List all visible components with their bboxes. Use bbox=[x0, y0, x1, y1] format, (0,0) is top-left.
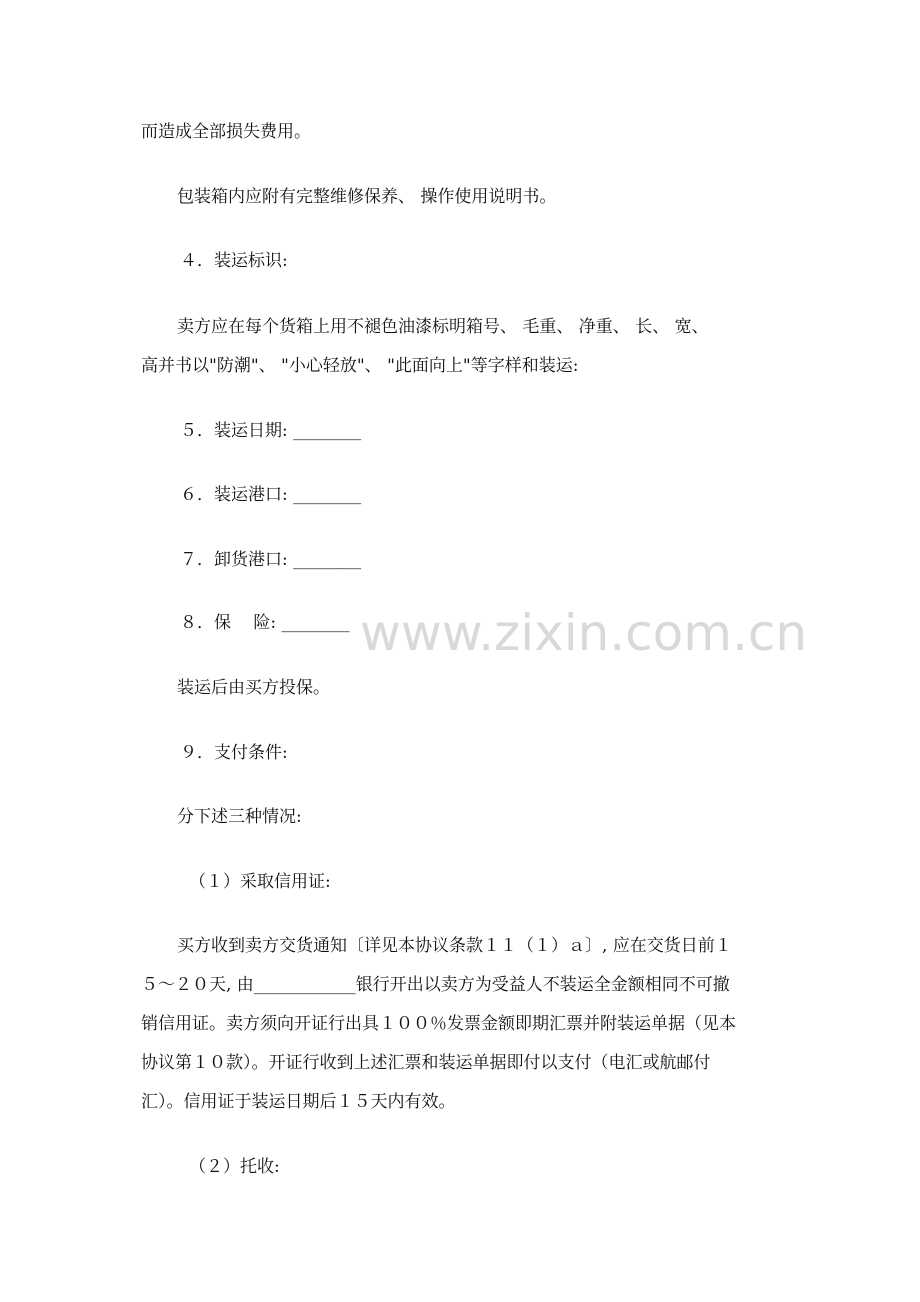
text-line: 包装箱内应附有完整维修保养、 操作使用说明书。 bbox=[177, 187, 557, 207]
field-discharge-port: ７．卸货港口: ________ bbox=[180, 550, 362, 570]
heading-payment-terms: ９．支付条件: bbox=[180, 743, 288, 763]
field-insurance: ８．保 险: ________ bbox=[180, 613, 350, 633]
text-line: 分下述三种情况: bbox=[177, 807, 302, 827]
text-line: 而造成全部损失费用。 bbox=[141, 122, 311, 142]
field-loading-port: ６．装运港口: ________ bbox=[180, 485, 362, 505]
text-line: ５～２０天, 由____________银行开出以卖方为受益人不装运全金额相同不可撤 bbox=[141, 975, 730, 995]
text-line: 买方收到卖方交货通知〔详见本协议条款１１（１）ａ〕, 应在交货日前１ bbox=[177, 936, 732, 956]
watermark: www.zixin.com.cn bbox=[360, 604, 808, 662]
text-line: 高并书以"防潮"、 "小心轻放"、 "此面向上"等字样和装运: bbox=[141, 356, 579, 376]
text-line: 卖方应在每个货箱上用不褪色油漆标明箱号、 毛重、 净重、 长、 宽、 bbox=[177, 317, 709, 337]
subheading-collection: （２）托收: bbox=[189, 1157, 280, 1177]
subheading-letter-of-credit: （１）采取信用证: bbox=[189, 872, 331, 892]
text-line: 装运后由买方投保。 bbox=[177, 678, 330, 698]
field-shipping-date: ５．装运日期: ________ bbox=[180, 421, 362, 441]
text-line: 协议第１０款）。开证行收到上述汇票和装运单据即付以支付（电汇或航邮付 bbox=[141, 1053, 711, 1073]
text-line: 销信用证。卖方须向开证行出具１００％发票金额即期汇票并附装运单据（见本 bbox=[141, 1014, 736, 1034]
heading-shipping-marks: ４．装运标识: bbox=[180, 251, 288, 271]
text-line: 汇）。信用证于装运日期后１５天内有效。 bbox=[141, 1092, 456, 1112]
